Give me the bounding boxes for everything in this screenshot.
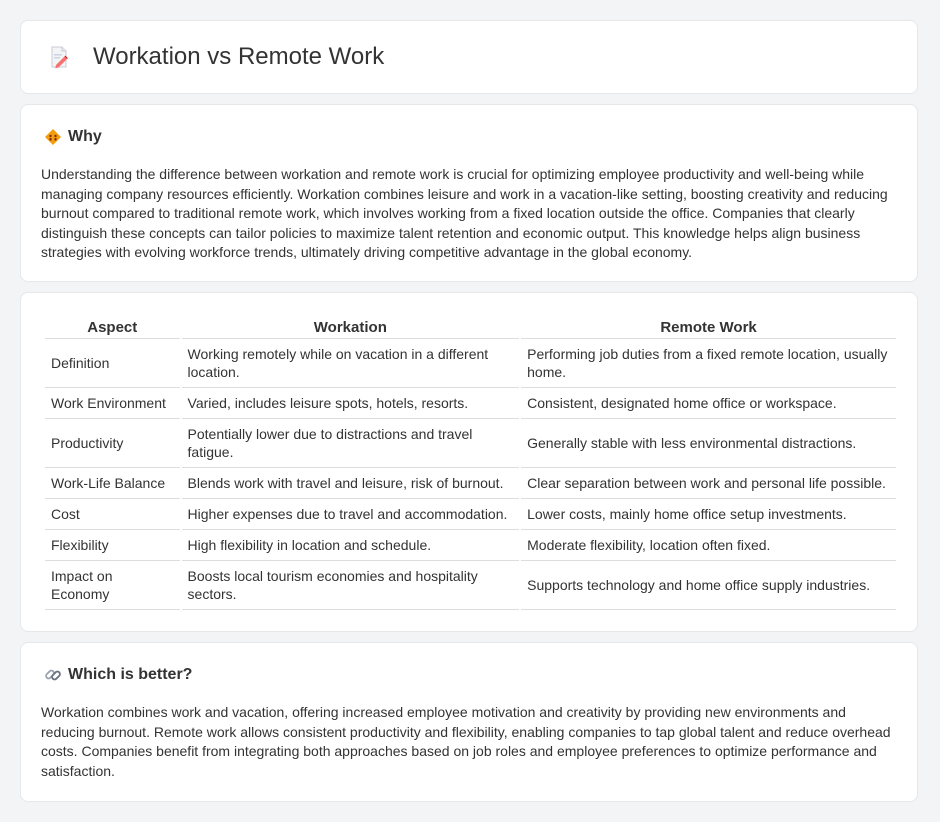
cell-workation: Blends work with travel and leisure, risk of burnout. xyxy=(182,468,520,499)
cell-remote-work: Moderate flexibility, location often fixed. xyxy=(521,530,896,561)
why-section xyxy=(20,104,918,282)
comparison-table xyxy=(43,315,898,610)
why-header xyxy=(43,127,897,147)
document-edit-icon xyxy=(47,45,71,69)
better-text: Workation combines work and vacation, offering increased employee motivation and creativity by providing new environments and reducing burnout. Remote work allows consistent productivity and flexibility, enabling companies to tap global talent and reduce overhead costs. Companies benefit from integrating both approaches based on job roles and employee preferences to optimize performance and satisfaction. xyxy=(41,704,891,779)
header-aspect: Aspect xyxy=(45,315,180,339)
cell-remote-work: Lower costs, mainly home office setup investments. xyxy=(521,499,896,530)
header-card xyxy=(20,20,918,94)
cell-aspect: Definition xyxy=(45,339,180,388)
cell-workation: High flexibility in location and schedule. xyxy=(182,530,520,561)
table-row xyxy=(45,468,896,499)
table-header-row xyxy=(45,315,896,339)
table-row xyxy=(45,388,896,419)
which-is-better-section xyxy=(20,642,918,802)
cell-aspect: Work-Life Balance xyxy=(45,468,180,499)
cell-aspect: Cost xyxy=(45,499,180,530)
cell-workation: Boosts local tourism economies and hospitality sectors. xyxy=(182,561,520,610)
table-row xyxy=(45,499,896,530)
table-row xyxy=(45,419,896,468)
why-text: Understanding the difference between workation and remote work is crucial for optimizing employee productivity and well-being while managing company resources efficiently. Workation combines leisure and work in a vacation-like setting, boosting creativity and reducing burnout compared to traditional remote work, which involves working from a fixed location outside the office. Companies that clearly distinguish these concepts can tailor policies to maximize talent retention and economic output. This knowledge helps align business strategies with evolving workforce trends, ultimately driving competitive advantage in the global economy. xyxy=(41,166,888,261)
table-row xyxy=(45,530,896,561)
cell-workation: Higher expenses due to travel and accommodation. xyxy=(182,499,520,530)
cell-remote-work: Clear separation between work and personal life possible. xyxy=(521,468,896,499)
cell-remote-work: Supports technology and home office supply industries. xyxy=(521,561,896,610)
link-icon xyxy=(43,665,63,685)
cell-workation: Varied, includes leisure spots, hotels, resorts. xyxy=(182,388,520,419)
cell-aspect: Work Environment xyxy=(45,388,180,419)
cell-workation: Working remotely while on vacation in a different location. xyxy=(182,339,520,388)
cell-remote-work: Generally stable with less environmental distractions. xyxy=(521,419,896,468)
cell-remote-work: Performing job duties from a fixed remote location, usually home. xyxy=(521,339,896,388)
better-title: Which is better? xyxy=(68,666,193,683)
comparison-section xyxy=(20,292,918,632)
cell-workation: Potentially lower due to distractions and travel fatigue. xyxy=(182,419,520,468)
cell-aspect: Impact on Economy xyxy=(45,561,180,610)
header-remote-work: Remote Work xyxy=(521,315,896,339)
better-header xyxy=(43,665,897,685)
table-row xyxy=(45,339,896,388)
cell-aspect: Productivity xyxy=(45,419,180,468)
header-workation: Workation xyxy=(182,315,520,339)
table-row xyxy=(45,561,896,610)
page-title: Workation vs Remote Work xyxy=(93,43,385,70)
cell-remote-work: Consistent, designated home office or workspace. xyxy=(521,388,896,419)
diamond-sign-icon xyxy=(43,127,63,147)
cell-aspect: Flexibility xyxy=(45,530,180,561)
why-title: Why xyxy=(68,128,102,145)
